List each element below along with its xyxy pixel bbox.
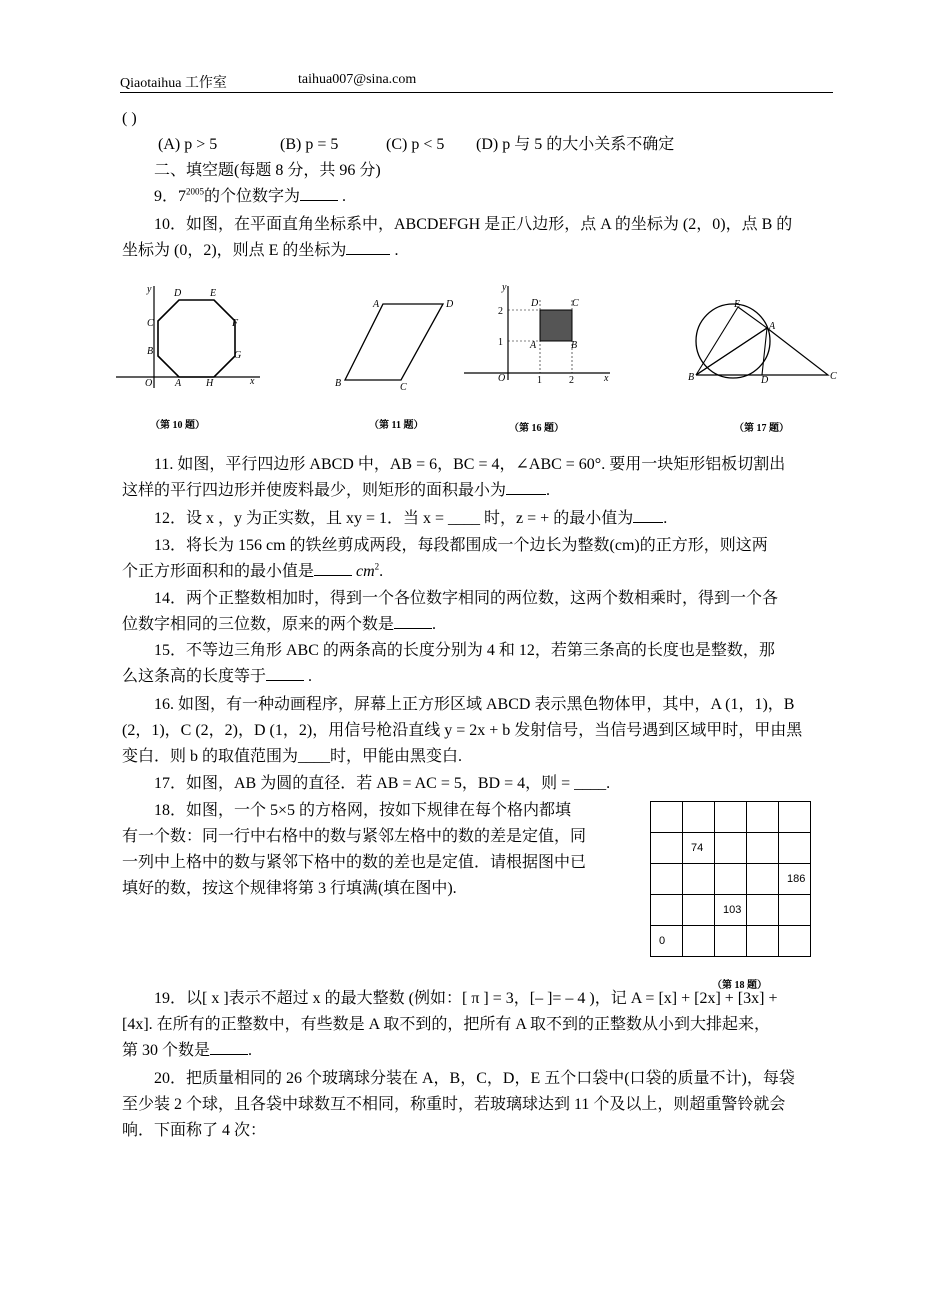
f17-label-a: A (769, 321, 776, 332)
q13-unit-exp: 2 (374, 561, 380, 572)
grid-cell[interactable] (715, 802, 747, 833)
grid-cell[interactable] (747, 833, 779, 864)
grid-cell[interactable]: 186 (779, 864, 811, 895)
f10-label-o: O (145, 378, 153, 389)
grid-row (651, 926, 811, 957)
grid-cell[interactable] (683, 802, 715, 833)
f17-label-c: C (830, 371, 837, 382)
q8-bracket: ( ) (122, 110, 137, 127)
grid-cell[interactable] (747, 926, 779, 957)
grid-cell[interactable] (779, 895, 811, 926)
figure-10 (110, 280, 270, 440)
q13-line2-text: 个正方形面积和的最小值是 (122, 563, 315, 580)
q13-line2: 个正方形面积和的最小值是 $cm^2$. (122, 559, 834, 585)
q12: 12．设 x ，y 为正实数，且 xy = 1．当 x = ____ 时，z = + 的最小值为 . (122, 506, 834, 532)
q14-line1: 14．两个正整数相加时，得到一个各位数字相同的两位数，这两个数相乘时，得到一个各 (154, 590, 779, 607)
q8-option-a: (A) p > 5 (158, 136, 218, 153)
q15-line2: 么这条高的长度等于 . (122, 664, 834, 690)
f17-label-d: D (761, 375, 769, 386)
q10-line1: 10．如图，在平面直角坐标系中，ABCDEFGH 是正八边形，点 A 的坐标为 (2，0)，点 B 的 (154, 216, 793, 233)
q18-line3: 一列中上格中的数与紧邻下格中的数的差也是定值．请根据图中已 (122, 854, 587, 871)
section-2-heading: 二、填空题(每题 8 分，共 96 分) (154, 162, 381, 179)
f17-label-e: E (734, 299, 741, 310)
q14-line2-text: 位数字相同的三位数，原来的两个数是 (122, 616, 395, 633)
f18-caption: （第 18 题） (712, 980, 767, 991)
q18-line4: 填好的数，按这个规律将第 3 行填满(填在图中). (122, 880, 457, 897)
f10-label-c: C (147, 318, 154, 329)
q14-answer-blank[interactable] (394, 612, 432, 629)
f10-label-d: D (174, 288, 182, 299)
q15-line2-text: 么这条高的长度等于 (122, 668, 267, 685)
f16-caption: （第 16 题） (509, 423, 564, 434)
f16-label-a: A (530, 340, 537, 351)
q16-line3: 变白．则 b 的取值范围为____时，甲能由黑变白. (122, 748, 463, 765)
f10-label-f: F (232, 318, 239, 329)
grid-cell[interactable]: 74 (683, 833, 715, 864)
grid-cell[interactable] (651, 833, 683, 864)
q8-option-d: (D) p 与 5 的大小关系不确定 (476, 136, 675, 153)
f10-label-e: E (210, 288, 217, 299)
grid-cell[interactable] (651, 895, 683, 926)
q9-answer-blank[interactable] (300, 184, 338, 201)
q11-answer-blank[interactable] (506, 478, 546, 495)
f16-black-square (540, 310, 572, 341)
f17-triangle (696, 328, 828, 375)
q20-line3: 响．下面称了 4 次： (122, 1122, 267, 1139)
q15-line1: 15．不等边三角形 ABC 的两条高的长度分别为 4 和 12，若第三条高的长度也是整数，那 (154, 642, 775, 659)
grid-cell[interactable] (747, 895, 779, 926)
header-email: taihua007@sina.com (298, 72, 417, 87)
f10-label-x: x (250, 376, 255, 387)
f16-tick-x2: 2 (569, 375, 574, 386)
q11-line2-text: 这样的平行四边形并使废料最少，则矩形的面积最小为 (122, 482, 507, 499)
f16-label-b: B (571, 340, 578, 351)
q18-grid (650, 801, 811, 957)
f10-label-g: G (234, 350, 242, 361)
q10-line2: 坐标为 (0，2)，则点 E 的坐标为 . (122, 238, 834, 264)
q14-line2: 位数字相同的三位数，原来的两个数是 . (122, 612, 834, 638)
f11-label-a: A (373, 299, 380, 310)
grid-cell[interactable] (683, 926, 715, 957)
q20-line2: 至少装 2 个球，且各袋中球数互不相同，称重时，若玻璃球达到 11 个及以上，则超重警铃就会 (122, 1096, 786, 1113)
f17-label-b: B (688, 372, 695, 383)
q10-line2-text: 坐标为 (0，2)，则点 E 的坐标为 (122, 242, 347, 259)
q18-line2: 有一个数：同一行中右格中的数与紧邻左格中的数的差是定值，同 (122, 828, 587, 845)
f10-label-y: y (147, 284, 152, 295)
q8-option-b: (B) p = 5 (280, 136, 339, 153)
grid-cell[interactable]: 103 (715, 895, 747, 926)
f16-tick-y2: 2 (498, 306, 503, 317)
grid-cell[interactable] (779, 802, 811, 833)
f11-label-b: B (335, 378, 342, 389)
grid-cell[interactable] (747, 802, 779, 833)
grid-cell[interactable] (651, 802, 683, 833)
grid-cell[interactable] (715, 833, 747, 864)
q16-line1: 16. 如图，有一种动画程序，屏幕上正方形区域 ABCD 表示黑色物体甲，其中，A (1，1)，B (154, 696, 795, 713)
f11-parallelogram (345, 304, 443, 380)
grid-row (651, 802, 811, 833)
q17: 17．如图，AB 为圆的直径．若 AB = AC = 5，BD = 4，则 = ____. (154, 775, 611, 792)
f17-segment-ad (762, 328, 767, 375)
q19-answer-blank[interactable] (210, 1038, 248, 1055)
grid-cell[interactable] (683, 864, 715, 895)
f11-label-d: D (446, 299, 454, 310)
q12-answer-blank[interactable] (633, 506, 663, 523)
f16-label-y: y (502, 282, 507, 293)
f10-label-a: A (175, 378, 182, 389)
question-9: 9．$7^{2005}$的个位数字为 . (122, 184, 834, 210)
q19-line3-text: 第 30 个数是 (122, 1042, 211, 1059)
f10-label-h: H (206, 378, 214, 389)
q13-answer-blank[interactable] (314, 559, 352, 576)
f16-label-c: C (572, 298, 579, 309)
f10-octagon (158, 300, 235, 377)
figure-11 (325, 290, 465, 440)
grid-row (651, 864, 811, 895)
q8-options (122, 132, 834, 158)
f11-label-c: C (400, 382, 407, 393)
f10-label-b: B (147, 346, 154, 357)
figure-17 (680, 295, 850, 440)
q15-answer-blank[interactable] (266, 664, 304, 681)
q19-line3: 第 30 个数是 . (122, 1038, 834, 1064)
f16-tick-x1: 1 (537, 375, 542, 386)
q9-prefix: 9．7 (154, 188, 187, 205)
q9-suffix: 的个位数字为 (204, 188, 301, 205)
f16-label-o: O (498, 373, 506, 384)
q8-option-c: (C) p < 5 (386, 136, 445, 153)
grid-cell[interactable] (747, 864, 779, 895)
grid-row (651, 833, 811, 864)
f10-caption: （第 10 题） (150, 420, 205, 431)
grid-cell[interactable] (683, 895, 715, 926)
q12-text: 12．设 x ，y 为正实数，且 xy = 1．当 x = ____ 时，z = + 的最小值为 (154, 510, 634, 527)
f16-tick-y1: 1 (498, 337, 503, 348)
q9-exponent: 2005 (186, 186, 205, 197)
q10-answer-blank[interactable] (346, 238, 390, 255)
q16-line2: (2，1)，C (2，2)，D (1，2)，用信号枪沿直线 y = 2x + b 发射信号，当信号遇到区域甲时，甲由黑 (122, 722, 803, 739)
f16-label-d: D (531, 298, 539, 309)
q18-line1: 18．如图，一个 5×5 的方格网，按如下规律在每个格内都填 (154, 802, 572, 819)
q11-line1: 11. 如图，平行四边形 ABCD 中，AB = 6，BC = 4，∠ABC = 60°. 要用一块矩形铝板切割出 (154, 456, 786, 473)
f17-caption: （第 17 题） (734, 423, 789, 434)
grid-cell[interactable] (715, 926, 747, 957)
q11-line2: 这样的平行四边形并使废料最少，则矩形的面积最小为 . (122, 478, 834, 504)
q13-unit: cm (356, 563, 375, 580)
f16-label-x: x (604, 373, 609, 384)
q19-line2: [4x]. 在所有的正整数中，有些数是 A 取不到的，把所有 A 取不到的正整数从小到大排起来， (122, 1016, 771, 1033)
f17-segment-ba (696, 328, 767, 375)
grid-cell[interactable] (779, 926, 811, 957)
q20-line1: 20．把质量相同的 26 个玻璃球分装在 A，B，C，D，E 五个口袋中(口袋的质量不计)，每袋 (154, 1070, 795, 1087)
grid-cell[interactable] (715, 864, 747, 895)
f11-caption: （第 11 题） (369, 420, 424, 431)
figure-16 (460, 280, 620, 440)
grid-cell[interactable] (779, 833, 811, 864)
header-studio: Qiaotaihua 工作室 (120, 76, 227, 91)
page-header (120, 72, 833, 93)
q13-line1: 13．将长为 156 cm 的铁丝剪成两段，每段都围成一个边长为整数(cm)的正方形，则这两 (154, 537, 768, 554)
grid-cell[interactable]: 0 (651, 926, 683, 957)
grid-cell[interactable] (651, 864, 683, 895)
f17-segment-be (696, 307, 738, 375)
q19-line1: 19．以[ x ]表示不超过 x 的最大整数 (例如：[ π ] = 3，[– ]= – 4 )，记 A = [x] + [2x] + [3x] + (154, 990, 778, 1007)
grid-row (651, 895, 811, 926)
